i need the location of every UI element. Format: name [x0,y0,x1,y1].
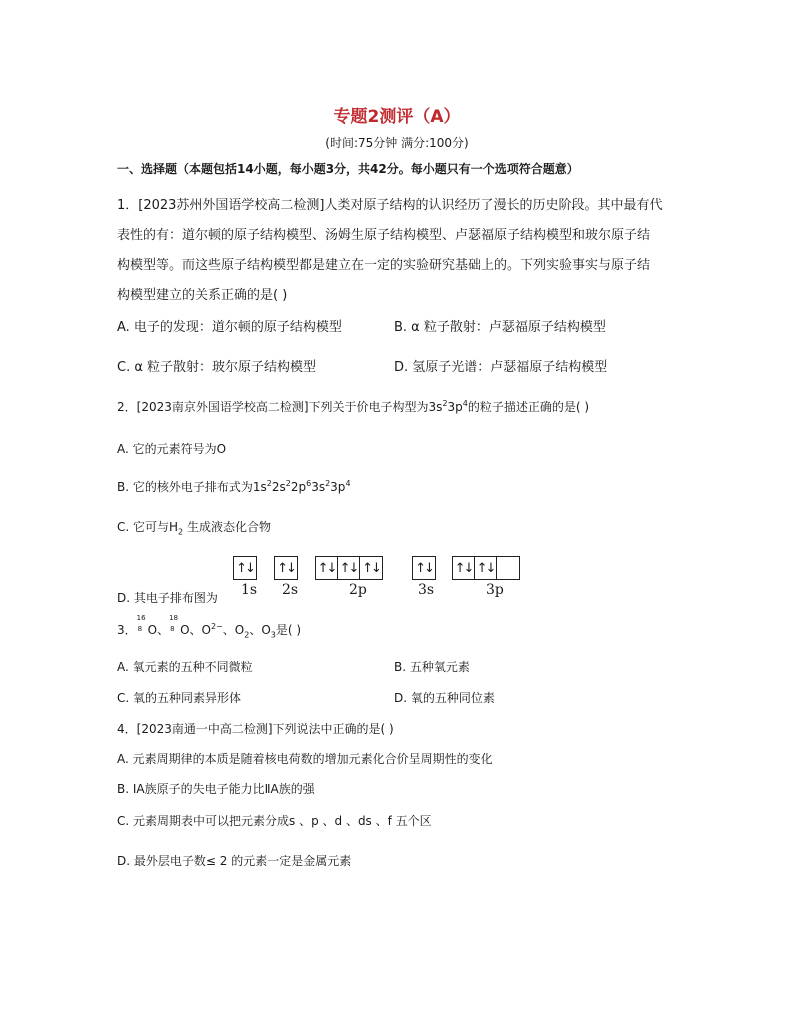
q4-stem: 4．[2023南通一中高二检测]下列说法中正确的是( ) [117,722,394,736]
superscript: 6 [306,479,312,488]
section-heading: 一、选择题（本题包括14小题，每小题3分，共42分。每小题只有一个选项符合题意） [117,162,579,176]
q2-option-b [117,478,351,495]
q2-stem [117,398,589,415]
q2-stem-text: 3p [447,400,463,414]
option-text: B. 它的核外电子排布式为1s [117,480,267,494]
stem-text: 、O [222,623,245,637]
element-symbol: O、 [147,623,170,637]
isotope-notation [169,614,180,634]
q1-stem-line4: 构模型建立的关系正确的是( ) [117,288,288,303]
superscript: 2 [442,399,448,408]
mass-number: 18 [169,614,179,622]
page-title: 专题2测评（A） [333,107,461,127]
orbital-box-1s [233,556,257,580]
option-text: C. 它可与H [117,520,179,534]
orbital-cell: ↑↓ [475,557,497,579]
q2-stem-text: 的粒子描述正确的是( ) [467,400,590,414]
orbital-label-3p: 3p [486,582,504,598]
element-symbol: O、O [180,623,211,637]
q1-option-d: D. 氢原子光谱：卢瑟福原子结构模型 [394,360,608,375]
question-number: 3． [117,623,137,637]
superscript: 2 [325,479,331,488]
superscript: 2 [285,479,291,488]
orbital-cell: ↑↓ [236,560,254,576]
q2-option-a: A. 它的元素符号为O [117,442,227,456]
q1-option-a: A. 电子的发现：道尔顿的原子结构模型 [117,320,342,335]
q4-option-c: C. 元素周期表中可以把元素分成s 、p 、d 、ds 、f 五个区 [117,814,432,828]
option-text: 2s [271,480,286,494]
atomic-number: 8 [170,625,175,633]
superscript: 4 [462,399,468,408]
isotope-notation [136,614,148,634]
subscript: 2 [178,527,184,537]
mass-number: 16 [136,614,146,622]
atomic-number: 8 [137,625,143,633]
orbital-cell [497,557,519,579]
orbital-cell: ↑↓ [316,557,338,579]
q4-option-b: B. ⅠA族原子的失电子能力比ⅡA族的强 [117,782,315,796]
q2-option-d: D. 其电子排布图为 [117,591,218,605]
stem-text: 、O [249,623,271,637]
subscript: 2 [244,630,250,640]
q1-option-c: C. α 粒子散射：玻尔原子结构模型 [117,360,317,375]
orbital-box-2s [274,556,298,580]
orbital-label-1s: 1s [241,582,258,598]
q4-option-a: A. 元素周期律的本质是随着核电荷数的增加元素化合价呈周期性的变化 [117,752,493,766]
orbital-box-2p [315,556,383,580]
q3-stem [117,614,302,640]
orbital-cell: ↑↓ [277,560,295,576]
q3-option-c: C. 氧的五种同素异形体 [117,691,242,705]
superscript: 4 [345,479,351,488]
superscript: 2 [266,479,272,488]
option-text: 生成液态化合物 [183,520,271,534]
q1-stem-line2: 表性的有：道尔顿的原子结构模型、汤姆生原子结构模型、卢瑟福原子结构模型和玻尔原子结 [117,228,651,243]
q3-option-d: D. 氧的五种同位素 [394,691,495,705]
orbital-label-2p: 2p [349,582,367,598]
q3-option-a: A. 氧元素的五种不同微粒 [117,660,253,674]
subscript: 3 [270,630,276,640]
q4-option-d: D. 最外层电子数≤ 2 的元素一定是金属元素 [117,854,352,868]
orbital-box-3p [452,556,520,580]
orbital-cell: ↑↓ [415,560,433,576]
orbital-cell: ↑↓ [453,557,475,579]
orbital-label-2s: 2s [282,582,299,598]
orbital-label-3s: 3s [418,582,435,598]
exam-info: (时间:75分钟 满分:100分) [325,136,469,150]
stem-text: 是( ) [275,623,302,637]
orbital-box-3s [412,556,436,580]
q2-stem-text: 2．[2023南京外国语学校高二检测]下列关于价电子构型为3s [117,400,443,414]
charge-superscript: 2− [211,622,223,631]
q1-stem-line3: 构模型等。而这些原子结构模型都是建立在一定的实验研究基础上的。下列实验事实与原子结 [117,258,651,273]
option-text: 3s [311,480,326,494]
q3-option-b: B. 五种氧元素 [394,660,470,674]
option-text: 2p [290,480,307,494]
q2-option-c [117,518,271,536]
orbital-cell: ↑↓ [362,560,380,576]
q1-stem-line1: 1．[2023苏州外国语学校高二检测]人类对原子结构的认识经历了漫长的历史阶段。其中最有代 [117,198,663,213]
q1-option-b: B. α 粒子散射：卢瑟福原子结构模型 [394,320,606,335]
option-text: 3p [330,480,346,494]
orbital-cell: ↑↓ [338,557,360,579]
